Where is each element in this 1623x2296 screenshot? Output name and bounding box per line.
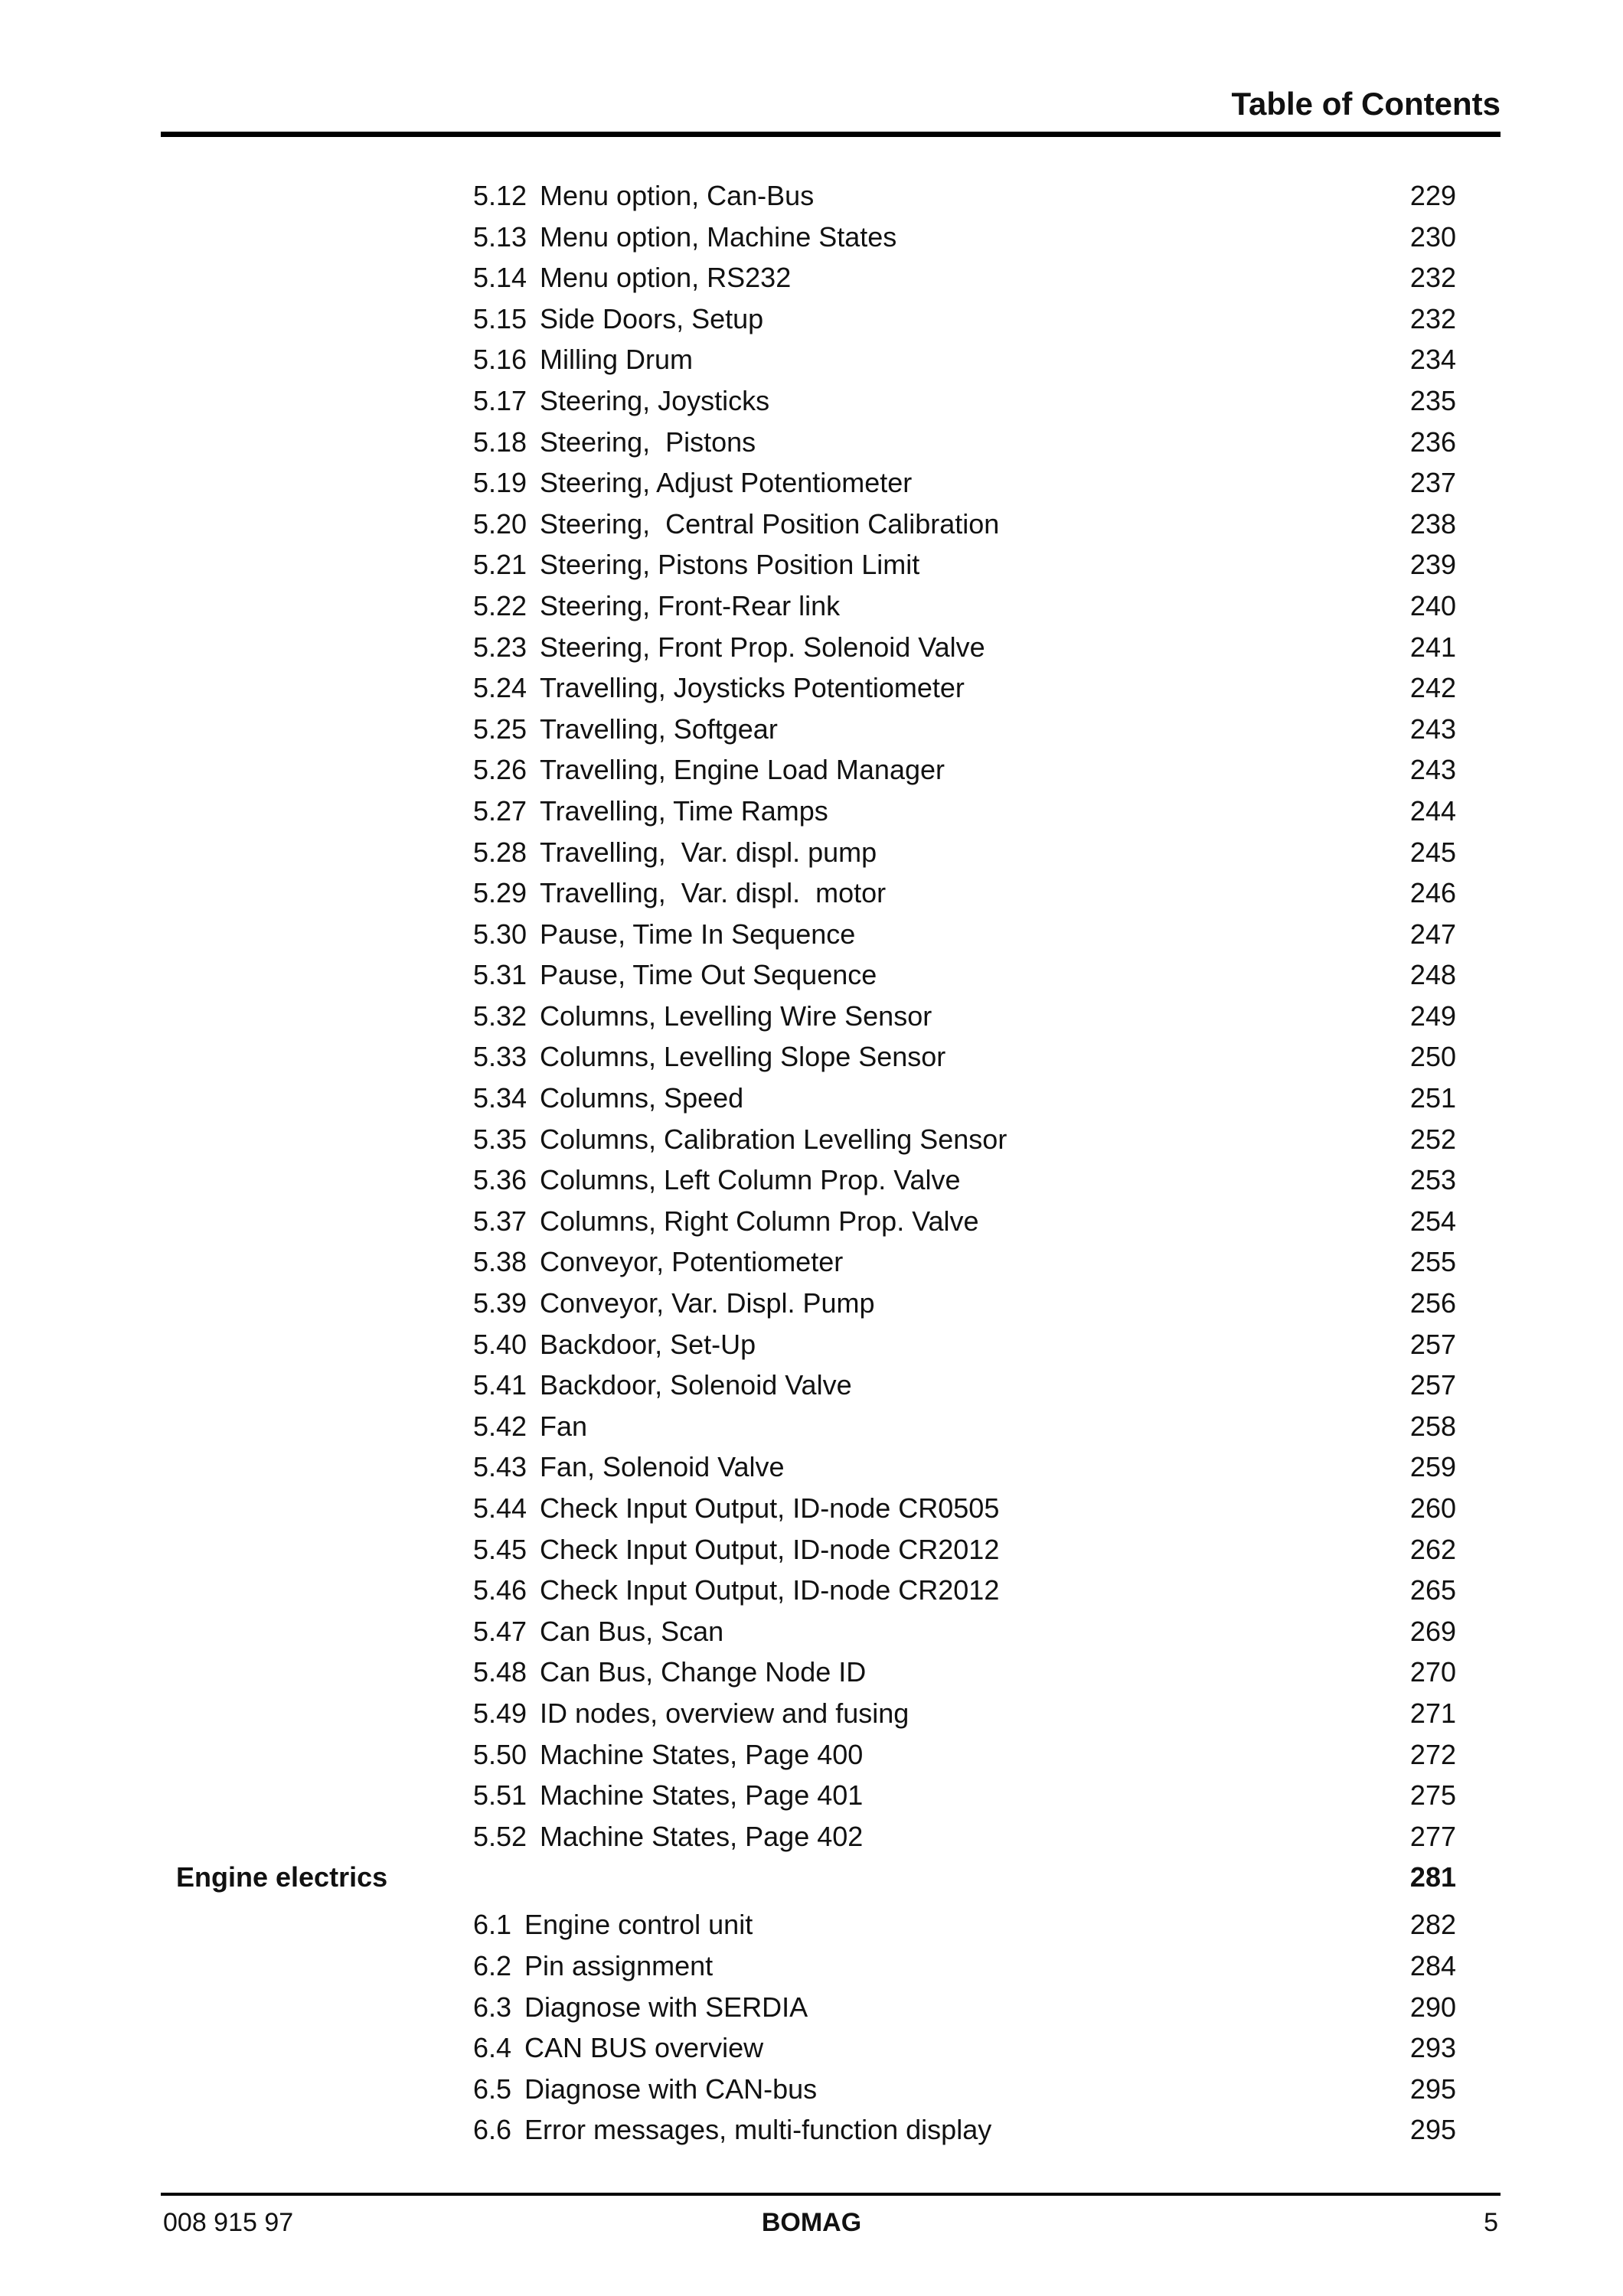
- toc-entry-number: 5.23: [473, 631, 527, 663]
- toc-page-number: 237: [1409, 467, 1456, 499]
- toc-entry-title: Steering, Front Prop. Solenoid Valve: [540, 631, 985, 663]
- toc-entry-row[interactable]: [0, 1287, 1623, 1331]
- toc-entry-row[interactable]: [0, 1166, 1623, 1208]
- toc-entry-row[interactable]: [0, 2034, 1623, 2076]
- toc-page-number: 262: [1409, 1533, 1456, 1565]
- toc-entry-number: 5.22: [473, 589, 527, 621]
- toc-entry-number: 5.19: [473, 467, 527, 499]
- toc-entry-row[interactable]: [0, 1533, 1623, 1577]
- toc-page-number: 241: [1409, 631, 1456, 663]
- toc-entry-title: Pause, Time Out Sequence: [540, 959, 877, 991]
- toc-entry-title: Travelling, Var. displ. pump: [540, 836, 877, 868]
- toc-entry-number: 5.47: [473, 1615, 527, 1647]
- toc-page-number: 256: [1409, 1287, 1456, 1319]
- toc-page-number: 270: [1409, 1656, 1456, 1688]
- toc-page-number: 238: [1409, 507, 1456, 540]
- toc-entry-number: 5.34: [473, 1082, 527, 1114]
- toc-page-number: 272: [1409, 1738, 1456, 1770]
- toc-entry-row[interactable]: [0, 631, 1623, 675]
- toc-entry-number: 5.48: [473, 1656, 527, 1688]
- toc-page-number: 259: [1409, 1451, 1456, 1483]
- toc-entry-row[interactable]: [0, 836, 1623, 880]
- toc-entry-row[interactable]: [0, 1410, 1623, 1454]
- toc-page-number: 247: [1409, 918, 1456, 950]
- toc-entry-number: 5.30: [473, 918, 527, 950]
- toc-list: [0, 182, 1623, 2157]
- toc-entry-title: Columns, Calibration Levelling Sensor: [540, 1123, 1007, 1155]
- toc-entry-number: 5.49: [473, 1697, 527, 1729]
- toc-entry-row[interactable]: [0, 1697, 1623, 1741]
- toc-entry-row[interactable]: [0, 384, 1623, 429]
- toc-page-number: 239: [1409, 549, 1456, 581]
- toc-entry-row[interactable]: [0, 264, 1623, 305]
- toc-entry-number: 5.20: [473, 507, 527, 540]
- toc-entry-row[interactable]: [0, 756, 1623, 797]
- toc-entry-number: 5.14: [473, 262, 527, 294]
- toc-page-number: 257: [1409, 1328, 1456, 1360]
- toc-entry-title: Travelling, Engine Load Manager: [540, 754, 945, 786]
- toc-page-number: 281: [1409, 1861, 1456, 1893]
- toc-entry-row[interactable]: [0, 918, 1623, 962]
- toc-entry-title: Pause, Time In Sequence: [540, 918, 856, 950]
- toc-entry-row[interactable]: [0, 1043, 1623, 1084]
- toc-entry-row[interactable]: [0, 1000, 1623, 1044]
- toc-entry-row[interactable]: [0, 1371, 1623, 1413]
- toc-entry-title: Milling Drum: [540, 344, 694, 376]
- toc-entry-number: 6.5: [473, 2073, 512, 2105]
- toc-entry-row[interactable]: [0, 2116, 1623, 2157]
- toc-entry-row[interactable]: [0, 551, 1623, 592]
- toc-entry-number: 5.29: [473, 877, 527, 909]
- toc-entry-title: Columns, Levelling Wire Sensor: [540, 1000, 932, 1032]
- toc-entry-title: Columns, Right Column Prop. Valve: [540, 1205, 979, 1237]
- toc-entry-number: 5.25: [473, 713, 527, 745]
- toc-page-number: 251: [1409, 1082, 1456, 1114]
- toc-page-number: 232: [1409, 302, 1456, 334]
- toc-entry-title: Steering, Pistons: [540, 426, 756, 458]
- toc-entry-title: Conveyor, Var. Displ. Pump: [540, 1287, 875, 1319]
- toc-entry-title: Menu option, Machine States: [540, 220, 897, 253]
- toc-entry-title: Diagnose with CAN-bus: [524, 2073, 818, 2105]
- toc-entry-row[interactable]: [0, 1453, 1623, 1495]
- toc-entry-row[interactable]: [0, 1949, 1623, 1994]
- toc-page-number: 253: [1409, 1164, 1456, 1196]
- toc-entry-title: Steering, Joysticks: [540, 384, 770, 416]
- toc-page-number: 265: [1409, 1574, 1456, 1606]
- toc-entry-row[interactable]: [0, 674, 1623, 716]
- toc-entry-row[interactable]: [0, 713, 1623, 757]
- toc-entry-number: 6.3: [473, 1991, 512, 2023]
- footer-doc-number: 008 915 97: [163, 2208, 294, 2237]
- toc-page-number: 254: [1409, 1205, 1456, 1237]
- toc-entry-row[interactable]: [0, 1738, 1623, 1782]
- toc-entry-title: Menu option, Can-Bus: [540, 180, 815, 211]
- toc-entry-row[interactable]: [0, 1248, 1623, 1290]
- toc-entry-number: 5.17: [473, 384, 527, 416]
- toc-entry-row[interactable]: [0, 1820, 1623, 1864]
- toc-entry-row[interactable]: [0, 2073, 1623, 2117]
- toc-entry-row[interactable]: [0, 302, 1623, 347]
- toc-page-number: 248: [1409, 959, 1456, 991]
- toc-entry-title: Menu option, RS232: [540, 262, 792, 294]
- toc-entry-number: 6.1: [473, 1909, 512, 1941]
- toc-entry-title: Pin assignment: [524, 1949, 714, 1981]
- toc-entry-row[interactable]: [0, 426, 1623, 470]
- toc-chapter-row[interactable]: [0, 1861, 1623, 1911]
- toc-entry-title: Fan: [540, 1410, 588, 1442]
- toc-entry-number: 5.38: [473, 1246, 527, 1278]
- toc-page-number: 271: [1409, 1697, 1456, 1729]
- toc-entry-title: Check Input Output, ID-node CR2012: [540, 1533, 1000, 1565]
- toc-page-number: 284: [1409, 1949, 1456, 1981]
- toc-entry-number: 5.12: [473, 180, 527, 211]
- toc-entry-row[interactable]: [0, 879, 1623, 921]
- toc-entry-title: Check Input Output, ID-node CR0505: [540, 1492, 1000, 1524]
- toc-entry-number: 5.52: [473, 1820, 527, 1852]
- toc-entry-row[interactable]: [0, 469, 1623, 510]
- toc-entry-title: Machine States, Page 400: [540, 1738, 864, 1770]
- toc-entry-title: Side Doors, Setup: [540, 302, 764, 334]
- toc-entry-number: 5.16: [473, 344, 527, 376]
- toc-entry-title: Engine control unit: [524, 1909, 753, 1941]
- toc-entry-row[interactable]: [0, 1911, 1623, 1952]
- toc-entry-row[interactable]: [0, 589, 1623, 634]
- toc-entry-number: 5.39: [473, 1287, 527, 1319]
- toc-entry-row[interactable]: [0, 1615, 1623, 1659]
- toc-entry-row[interactable]: [0, 1123, 1623, 1167]
- toc-page-number: 234: [1409, 344, 1456, 376]
- toc-entry-number: 5.40: [473, 1328, 527, 1360]
- toc-entry-row[interactable]: [0, 220, 1623, 265]
- toc-entry-number: 5.32: [473, 1000, 527, 1032]
- toc-page-number: 255: [1409, 1246, 1456, 1278]
- toc-entry-title: CAN BUS overview: [524, 2032, 764, 2064]
- toc-page-number: 236: [1409, 426, 1456, 458]
- toc-entry-title: Columns, Levelling Slope Sensor: [540, 1041, 946, 1073]
- toc-entry-number: 5.24: [473, 672, 527, 704]
- toc-entry-number: 5.27: [473, 794, 527, 827]
- toc-entry-row[interactable]: [0, 1779, 1623, 1823]
- toc-page-number: 240: [1409, 589, 1456, 621]
- toc-page-number: 246: [1409, 877, 1456, 909]
- toc-page-number: 249: [1409, 1000, 1456, 1032]
- toc-entry-title: Check Input Output, ID-node CR2012: [540, 1574, 1000, 1606]
- toc-entry-title: Travelling, Softgear: [540, 713, 778, 745]
- footer-brand: BOMAG: [761, 2208, 862, 2237]
- toc-entry-title: Columns, Left Column Prop. Valve: [540, 1164, 961, 1196]
- toc-entry-number: 5.43: [473, 1451, 527, 1483]
- toc-entry-number: 5.36: [473, 1164, 527, 1196]
- toc-page-number: 242: [1409, 672, 1456, 704]
- toc-entry-number: 5.26: [473, 754, 527, 786]
- toc-page-number: 243: [1409, 754, 1456, 786]
- toc-page-number: 232: [1409, 262, 1456, 294]
- toc-entry-title: Machine States, Page 402: [540, 1820, 864, 1852]
- toc-page-number: 295: [1409, 2114, 1456, 2146]
- toc-entry-number: 5.37: [473, 1205, 527, 1237]
- toc-entry-title: Travelling, Time Ramps: [540, 794, 828, 827]
- toc-entry-number: 5.35: [473, 1123, 527, 1155]
- toc-entry-row[interactable]: [0, 1658, 1623, 1700]
- toc-entry-title: ID nodes, overview and fusing: [540, 1697, 909, 1729]
- toc-page-number: 257: [1409, 1369, 1456, 1401]
- toc-entry-title: Fan, Solenoid Valve: [540, 1451, 785, 1483]
- footer-divider: [161, 2193, 1501, 2196]
- footer-page-number: 5: [1484, 2208, 1498, 2237]
- toc-page-number: 243: [1409, 713, 1456, 745]
- toc-entry-row[interactable]: [0, 507, 1623, 552]
- toc-entry-row[interactable]: [0, 1328, 1623, 1372]
- toc-page-number: 229: [1409, 180, 1456, 211]
- toc-entry-title: Machine States, Page 401: [540, 1779, 864, 1812]
- toc-entry-number: 5.51: [473, 1779, 527, 1812]
- toc-page-number: 275: [1409, 1779, 1456, 1812]
- toc-entry-number: 5.41: [473, 1369, 527, 1401]
- toc-page-number: 260: [1409, 1492, 1456, 1524]
- toc-entry-title: Backdoor, Solenoid Valve: [540, 1369, 852, 1401]
- toc-page-number: 258: [1409, 1410, 1456, 1442]
- toc-page-number: 277: [1409, 1820, 1456, 1852]
- toc-entry-title: Steering, Adjust Potentiometer: [540, 467, 913, 499]
- toc-page-number: 250: [1409, 1041, 1456, 1073]
- toc-entry-row[interactable]: [0, 346, 1623, 387]
- toc-entry-title: Backdoor, Set-Up: [540, 1328, 756, 1360]
- toc-entry-title: Conveyor, Potentiometer: [540, 1246, 844, 1278]
- toc-page-number: 252: [1409, 1123, 1456, 1155]
- toc-page-number: 295: [1409, 2073, 1456, 2105]
- toc-page-number: 282: [1409, 1909, 1456, 1941]
- toc-chapter-title: Engine electrics: [176, 1861, 388, 1893]
- toc-entry-number: 5.31: [473, 959, 527, 991]
- toc-entry-row[interactable]: [0, 1492, 1623, 1536]
- toc-entry-row[interactable]: [0, 182, 1623, 223]
- toc-entry-row[interactable]: [0, 1574, 1623, 1618]
- toc-entry-title: Steering, Pistons Position Limit: [540, 549, 920, 581]
- toc-entry-number: 5.33: [473, 1041, 527, 1073]
- toc-entry-number: 5.21: [473, 549, 527, 581]
- header-title: Table of Contents: [1231, 86, 1501, 122]
- toc-entry-title: Diagnose with SERDIA: [524, 1991, 808, 2023]
- toc-entry-title: Error messages, multi-function display: [524, 2114, 992, 2146]
- toc-entry-number: 6.6: [473, 2114, 512, 2146]
- header-divider: [161, 132, 1501, 137]
- toc-entry-title: Columns, Speed: [540, 1082, 744, 1114]
- toc-entry-row[interactable]: [0, 794, 1623, 839]
- toc-entry-number: 6.2: [473, 1949, 512, 1981]
- toc-entry-number: 5.18: [473, 426, 527, 458]
- toc-page-number: 293: [1409, 2032, 1456, 2064]
- toc-entry-number: 5.44: [473, 1492, 527, 1524]
- toc-page-number: 245: [1409, 836, 1456, 868]
- toc-page-number: 244: [1409, 794, 1456, 827]
- toc-entry-number: 5.42: [473, 1410, 527, 1442]
- toc-entry-row[interactable]: [0, 1084, 1623, 1126]
- toc-page-number: 230: [1409, 220, 1456, 253]
- toc-entry-title: Can Bus, Change Node ID: [540, 1656, 867, 1688]
- toc-entry-row[interactable]: [0, 961, 1623, 1003]
- toc-entry-title: Steering, Central Position Calibration: [540, 507, 1000, 540]
- toc-entry-number: 5.28: [473, 836, 527, 868]
- toc-entry-number: 5.50: [473, 1738, 527, 1770]
- toc-entry-title: Can Bus, Scan: [540, 1615, 724, 1647]
- toc-entry-number: 5.46: [473, 1574, 527, 1606]
- toc-entry-number: 5.13: [473, 220, 527, 253]
- toc-entry-title: Travelling, Joysticks Potentiometer: [540, 672, 965, 704]
- toc-page-number: 235: [1409, 384, 1456, 416]
- toc-entry-number: 6.4: [473, 2032, 512, 2064]
- toc-entry-number: 5.15: [473, 302, 527, 334]
- toc-page-number: 269: [1409, 1615, 1456, 1647]
- toc-entry-row[interactable]: [0, 1991, 1623, 2035]
- toc-page-number: 290: [1409, 1991, 1456, 2023]
- toc-entry-title: Steering, Front-Rear link: [540, 589, 841, 621]
- toc-entry-title: Travelling, Var. displ. motor: [540, 877, 887, 909]
- toc-entry-number: 5.45: [473, 1533, 527, 1565]
- toc-entry-row[interactable]: [0, 1205, 1623, 1249]
